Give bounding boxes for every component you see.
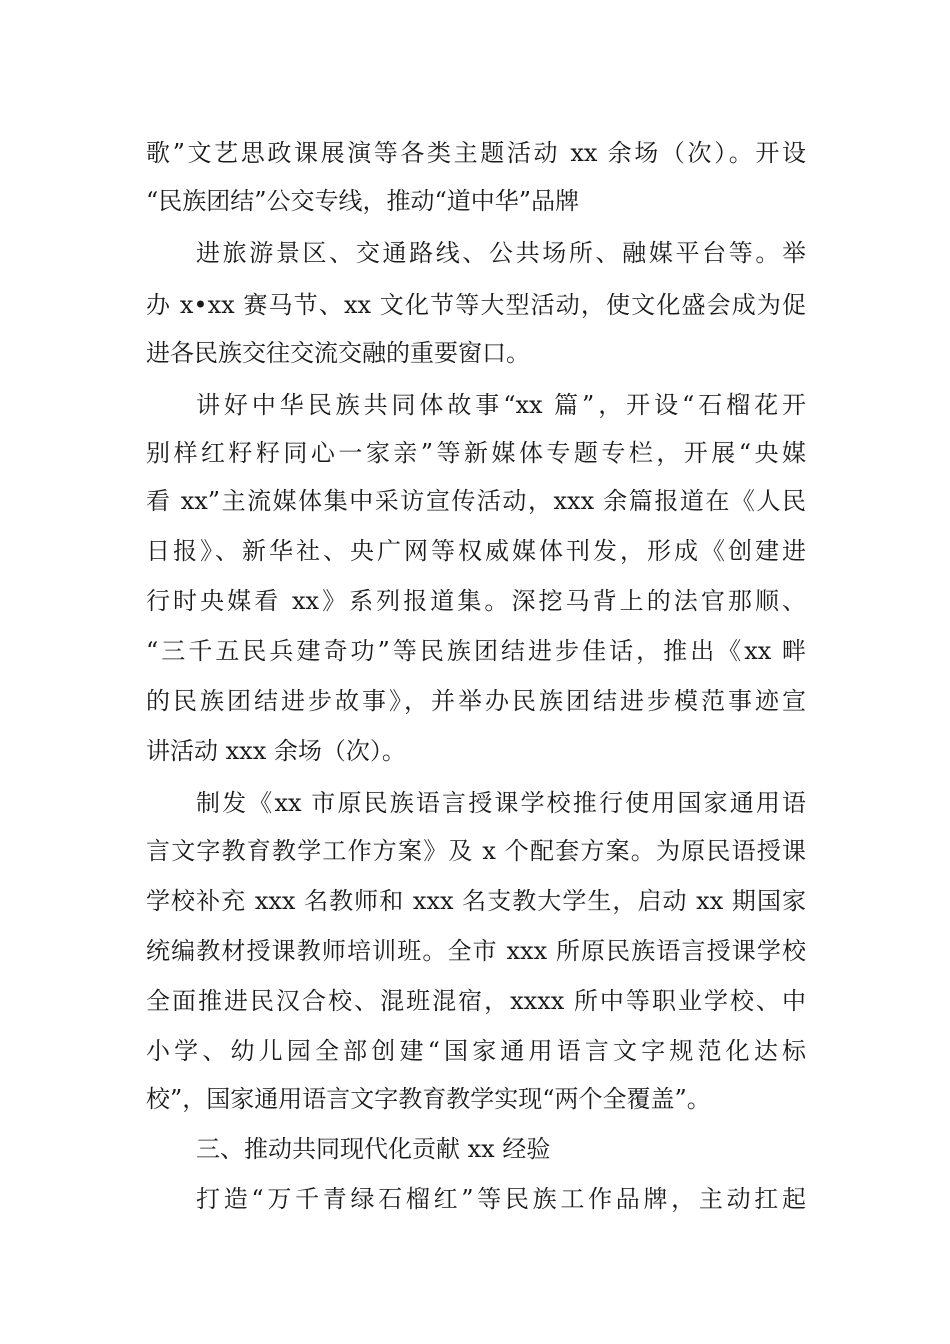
text-line: 言文字教育教学工作方案》及 x 个配套方案。为原民语授课 [146,837,806,865]
paragraph-first-line: 讲好中华民族共同体故事“xx 篇”，开设“石榴花开 [196,391,806,419]
text-line: 行时央媒看 xx》系列报道集。深挖马背上的法官那顺、 [146,587,806,615]
paragraph-first-line: 制发《xx 市原民族语言授课学校推行使用国家通用语 [196,789,806,817]
text-line: 的民族团结进步故事》，并举办民族团结进步模范事迹宣 [146,687,806,715]
text-line: 办 x•xx 赛马节、xx 文化节等大型活动，使文化盛会成为促 [146,291,806,319]
text-line: 讲活动 xxx 余场（次）。 [146,737,406,765]
text-line: 进各民族交往交流交融的重要窗口。 [146,339,530,367]
text-line: “民族团结”公交专线，推动“道中华”品牌 [146,187,580,215]
text-line: 歌”文艺思政课展演等各类主题活动 xx 余场（次）。开设 [146,139,806,167]
text-line: 统编教材授课教师培训班。全市 xxx 所原民族语言授课学校 [146,937,806,965]
section-heading: 三、推动共同现代化贡献 xx 经验 [196,1135,551,1163]
text-line: 别样红籽籽同心一家亲”等新媒体专题专栏，开展“央媒 [146,439,806,467]
text-line: 看 xx”主流媒体集中采访宣传活动，xxx 余篇报道在《人民 [146,487,806,515]
text-line: 校”，国家通用语言文字教育教学实现“两个全覆盖”。 [146,1085,711,1113]
text-line: “三千五民兵建奇功”等民族团结进步佳话，推出《xx 畔 [146,637,806,665]
text-line: 学校补充 xxx 名教师和 xxx 名支教大学生，启动 xx 期国家 [146,887,806,915]
text-line: 全面推进民汉合校、混班混宿，xxxx 所中等职业学校、中 [146,987,806,1015]
text-line: 日报》、新华社、央广网等权威媒体刊发，形成《创建进 [146,537,806,565]
paragraph-first-line: 进旅游景区、交通路线、公共场所、融媒平台等。举 [196,239,806,267]
text-line: 小学、幼儿园全部创建“国家通用语言文字规范化达标 [146,1037,806,1065]
paragraph-first-line: 打造“万千青绿石榴红”等民族工作品牌，主动扛起 [196,1185,806,1213]
